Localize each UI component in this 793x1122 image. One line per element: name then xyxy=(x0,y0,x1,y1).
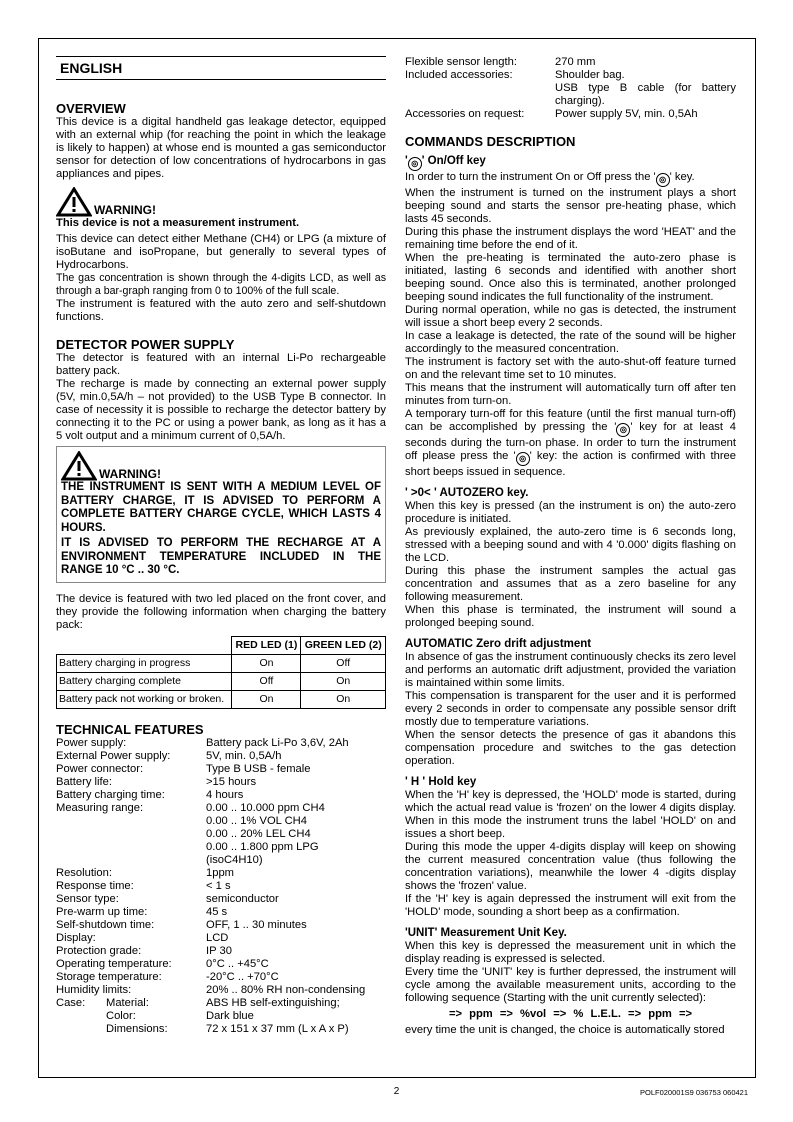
spec-value: (isoC4H10) xyxy=(206,853,263,866)
drift-text-2: This compensation is transparent for the user and it is performed every 2 seconds in order to compensate any possible sensor drift mostly due to temperature variations. xyxy=(405,690,736,728)
table-cell: On xyxy=(232,690,301,708)
table-row xyxy=(57,654,386,672)
lcd-text: The gas concentration is shown through the 4-digits LCD, as well as through a bar-graph ranging from 0 to 100% of the full scale. xyxy=(56,272,386,297)
warning-label: WARNING! xyxy=(99,467,161,481)
spec-value: 4 hours xyxy=(206,788,244,801)
spec-label: Storage temperature: xyxy=(56,970,162,983)
spec-value: semiconductor xyxy=(206,892,279,905)
spec-label xyxy=(56,841,206,854)
table-header-empty xyxy=(57,636,232,654)
spec-label xyxy=(405,82,555,108)
spec-value: 5V, min. 0,5A/h xyxy=(206,749,282,762)
spec-label: Battery charging time: xyxy=(56,788,165,801)
overview-title: OVERVIEW xyxy=(56,101,126,116)
detection-text: This device can detect either Methane (CH4) or LPG (a mixture of isoButane and isoPropane, but generally to several types of Hydrocarbons. xyxy=(56,233,386,271)
spec-label: Included accessories: xyxy=(405,69,513,81)
spec-label: Humidity limits: xyxy=(56,983,132,996)
accessories-list xyxy=(405,56,736,121)
left-column xyxy=(56,54,386,1036)
drift-heading: AUTOMATIC Zero drift adjustment xyxy=(405,638,592,650)
right-column xyxy=(405,56,736,1037)
spec-label: Protection grade: xyxy=(56,944,142,957)
warning-heading: This device is not a measurement instrument. xyxy=(56,217,300,229)
onoff-text-3: During this phase the instrument displays the word 'HEAT' and the remaining time before the end of it. xyxy=(405,226,736,251)
spec-value: 0.00 .. 10.000 ppm CH4 xyxy=(206,801,325,814)
power-text-2: The recharge is made by connecting an external power supply (5V, min.0,5A/h – not provided) to the USB Type B connector. In case of necessity it is possible to recharge the detector battery by connecting it to the PC or using a power bank, as long as it has a 5 volt output and a minimum current of 0,5A/h. xyxy=(56,378,386,442)
warning-icon xyxy=(61,451,97,481)
spec-value: Power supply 5V, min. 0,5Ah xyxy=(555,108,698,120)
autozero-text-1: When this key is pressed (an the instrument is on) the auto-zero procedure is initiated. xyxy=(405,500,736,525)
spec-value: LCD xyxy=(206,931,229,944)
spec-value: 0.00 .. 1.800 ppm LPG xyxy=(206,840,319,853)
spec-label: Response time: xyxy=(56,879,134,892)
spec-label: Power connector: xyxy=(56,762,144,775)
spec-label: Power supply: xyxy=(56,736,127,749)
unit-text-1: When this key is depressed the measurement unit in which the display reading is expressed is selected. xyxy=(405,940,736,965)
features-text: The instrument is featured with the auto zero and self-shutdown functions. xyxy=(56,298,386,323)
power-key-icon: ◎ xyxy=(656,173,670,187)
power-key-icon: ◎ xyxy=(516,452,530,466)
spec-label: External Power supply: xyxy=(56,749,171,762)
power-title: DETECTOR POWER SUPPLY xyxy=(56,337,235,352)
table-cell: Battery charging in progress xyxy=(57,654,232,672)
power-text-1: The detector is featured with an internal Li-Po rechargeable battery pack. xyxy=(56,352,386,377)
spec-value: >15 hours xyxy=(206,775,257,788)
power-key-icon: ◎ xyxy=(616,423,630,437)
onoff-text-4: When the pre-heating is terminated the auto-zero phase is initiated, lasting 6 seconds and identified with another short beeping sound. Once also this is terminated, another prolonged beeping sound indicates the full functionality of the instrument. xyxy=(405,252,736,303)
autozero-heading: ' >0< ' AUTOZERO key. xyxy=(405,487,529,499)
language-heading: ENGLISH xyxy=(56,56,386,80)
power-key-icon: ◎ xyxy=(408,157,422,171)
led-table xyxy=(56,636,386,709)
autozero-text-3: During this phase the instrument samples the actual gas concentration and assumes that as a zero baseline for any following measurement. xyxy=(405,565,736,603)
autozero-text-4: When this phase is terminated, the instrument will sound a prolonged beeping sound. xyxy=(405,604,736,629)
spec-value: 1ppm xyxy=(206,866,234,879)
table-header: RED LED (1) xyxy=(232,636,301,654)
battery-warning: THE INSTRUMENT IS SENT WITH A MEDIUM LEVEL OF BATTERY CHARGE, IT IS ADVISED TO PERFORM A COMPLETE BATTERY CHARGE CYCLE, WHICH LASTS 4 HOURS. xyxy=(61,481,381,534)
temperature-warning: IT IS ADVISED TO PERFORM THE RECHARGE AT A ENVIRONMENT TEMPERATURE INCLUDED IN THE RANGE 10 °C .. 30 °C. xyxy=(61,537,381,576)
spec-label: Operating temperature: xyxy=(56,957,172,970)
spec-value: IP 30 xyxy=(206,944,232,957)
onoff-heading: ' ◎ ' On/Off key xyxy=(405,155,736,171)
spec-label: Resolution: xyxy=(56,866,112,879)
unit-text-2: Every time the 'UNIT' key is further depressed, the instrument will cycle among the available measurement units, according to the following sequence (Starting with the unit currently selected): xyxy=(405,966,736,1004)
unit-text-3: every time the unit is changed, the choice is automatically stored xyxy=(405,1024,725,1036)
table-cell: Battery charging complete xyxy=(57,672,232,690)
spec-value: 0°C .. +45°C xyxy=(206,957,269,970)
onoff-text-7: The instrument is factory set with the auto-shut-off feature turned on and the relevant time set to 10 minutes. xyxy=(405,356,736,381)
spec-value: 0.00 .. 20% LEL CH4 xyxy=(206,827,311,840)
drift-text-1: In absence of gas the instrument continuously checks its zero level and performs an automatic drift adjustment, provided the variation is maintained within some limits. xyxy=(405,651,736,689)
case-sub-label: Color: xyxy=(106,1009,136,1022)
drift-text-3: When the sensor detects the presence of gas it abandons this compensation procedure and switches to the gas detection operation. xyxy=(405,729,736,767)
hold-text-1: When the 'H' key is depressed, the 'HOLD' mode is started, during which the actual read value is 'frozen' on the lower 4 digits display. When in this mode the instrument truns the label 'HOLD' on and issues a short beep. xyxy=(405,789,736,840)
warning-block-2 xyxy=(61,451,381,481)
case-value: 72 x 151 x 37 mm (L x A x P) xyxy=(206,1022,349,1035)
spec-list xyxy=(56,737,386,997)
hold-heading: ' H ' Hold key xyxy=(405,776,477,788)
spec-label: Accessories on request: xyxy=(405,108,525,120)
unit-heading: 'UNIT' Measurement Unit Key. xyxy=(405,927,567,939)
spec-value: 20% .. 80% RH non-condensing xyxy=(206,983,366,996)
hold-text-3: If the 'H' key is again depressed the instrument will exit from the 'HOLD' mode, sounding a short beep as a confirmation. xyxy=(405,893,736,918)
commands-title: COMMANDS DESCRIPTION xyxy=(405,134,576,149)
spec-label: Self-shutdown time: xyxy=(56,918,155,931)
case-sub-label: Dimensions: xyxy=(106,1022,168,1035)
spec-label: Flexible sensor length: xyxy=(405,56,517,68)
warning-block-1 xyxy=(56,187,386,217)
hold-text-2: During this mode the upper 4-digits display will keep on showing the current measured concentration value (thus following the concentration variations), meanwhile the lower 4 -digits display shows the 'frozen' value. xyxy=(405,841,736,892)
table-cell: Off xyxy=(301,654,386,672)
spec-value: Type B USB - female xyxy=(206,762,311,775)
case-value: ABS HB self-extinguishing; xyxy=(206,996,340,1009)
spec-value: 0.00 .. 1% VOL CH4 xyxy=(206,814,307,827)
onoff-text-9: A temporary turn-off for this feature (until the first manual turn-off) can be accomplished by pressing the ' ◎ ' key for at least 4 seconds during the turn-on phase. In order to turn the instrument off please press the ' ◎ ' key: the action is confirmed with three short beeps issued in sequence. xyxy=(405,408,737,478)
spec-label: Display: xyxy=(56,931,96,944)
spec-value: Battery pack Li-Po 3,6V, 2Ah xyxy=(206,736,349,749)
table-cell: On xyxy=(301,690,386,708)
table-cell: Off xyxy=(232,672,301,690)
onoff-text-5: During normal operation, while no gas is detected, the instrument will issue a short beep every 2 seconds. xyxy=(405,304,736,329)
tech-title: TECHNICAL FEATURES xyxy=(56,721,204,737)
table-row xyxy=(57,672,386,690)
spec-value: 45 s xyxy=(206,905,228,918)
spec-value: USB type B cable (for battery charging). xyxy=(555,82,736,107)
case-sub-label: Material: xyxy=(106,996,149,1009)
spec-label xyxy=(56,828,206,841)
case-spec xyxy=(56,997,386,1036)
led-intro: The device is featured with two led placed on the front cover, and they provide the following information when charging the battery pack: xyxy=(56,592,386,631)
spec-value: < 1 s xyxy=(206,879,231,892)
table-cell: Battery pack not working or broken. xyxy=(57,690,232,708)
spec-label: Sensor type: xyxy=(56,892,119,905)
onoff-text-1: In order to turn the instrument On or Off press the ' ◎ ' key. xyxy=(405,171,736,187)
onoff-text-6: In case a leakage is detected, the rate of the sound will be higher accordingly to the measured concentration. xyxy=(405,330,736,355)
case-label: Case: xyxy=(56,996,86,1009)
spec-label xyxy=(56,854,206,867)
page-number: 2 xyxy=(393,1086,400,1097)
spec-value: OFF, 1 .. 30 minutes xyxy=(206,918,307,931)
document-code: POLF020001S9 036753 060421 xyxy=(640,1088,749,1097)
unit-sequence: => ppm => %vol => % L.E.L. => ppm => xyxy=(448,1008,693,1020)
spec-label: Pre-warm up time: xyxy=(56,905,148,918)
spec-value: -20°C .. +70°C xyxy=(206,970,279,983)
autozero-text-2: As previously explained, the auto-zero time is 6 seconds long, stressed with a beeping sound and with 4 '0.000' digits flashing on the LCD. xyxy=(405,526,736,564)
warning-icon xyxy=(56,187,92,217)
spec-value: Shoulder bag. xyxy=(555,69,625,81)
spec-label: Measuring range: xyxy=(56,801,144,814)
spec-label xyxy=(56,815,206,828)
overview-text: This device is a digital handheld gas leakage detector, equipped with an external whip (for reaching the point in which the leakage is likely to happen) at whose end is mounted a gas semiconductor sensor for detection of low concentrations of hydrocarbons in gas appliances and pipes. xyxy=(56,116,386,180)
table-cell: On xyxy=(232,654,301,672)
onoff-text-2: When the instrument is turned on the instrument plays a short beeping sound and starts the sensor pre-heating phase, which lasts 45 seconds. xyxy=(405,187,736,225)
spec-label: Battery life: xyxy=(56,775,112,788)
table-row xyxy=(57,690,386,708)
warning-label: WARNING! xyxy=(94,203,156,217)
table-header-row xyxy=(57,636,386,654)
case-value: Dark blue xyxy=(206,1009,254,1022)
table-cell: On xyxy=(301,672,386,690)
onoff-text-8: This means that the instrument will automatically turn off after ten minutes from turn-on. xyxy=(405,382,736,407)
table-header: GREEN LED (2) xyxy=(301,636,386,654)
spec-value: 270 mm xyxy=(555,56,596,68)
warning-box-2 xyxy=(56,446,386,583)
